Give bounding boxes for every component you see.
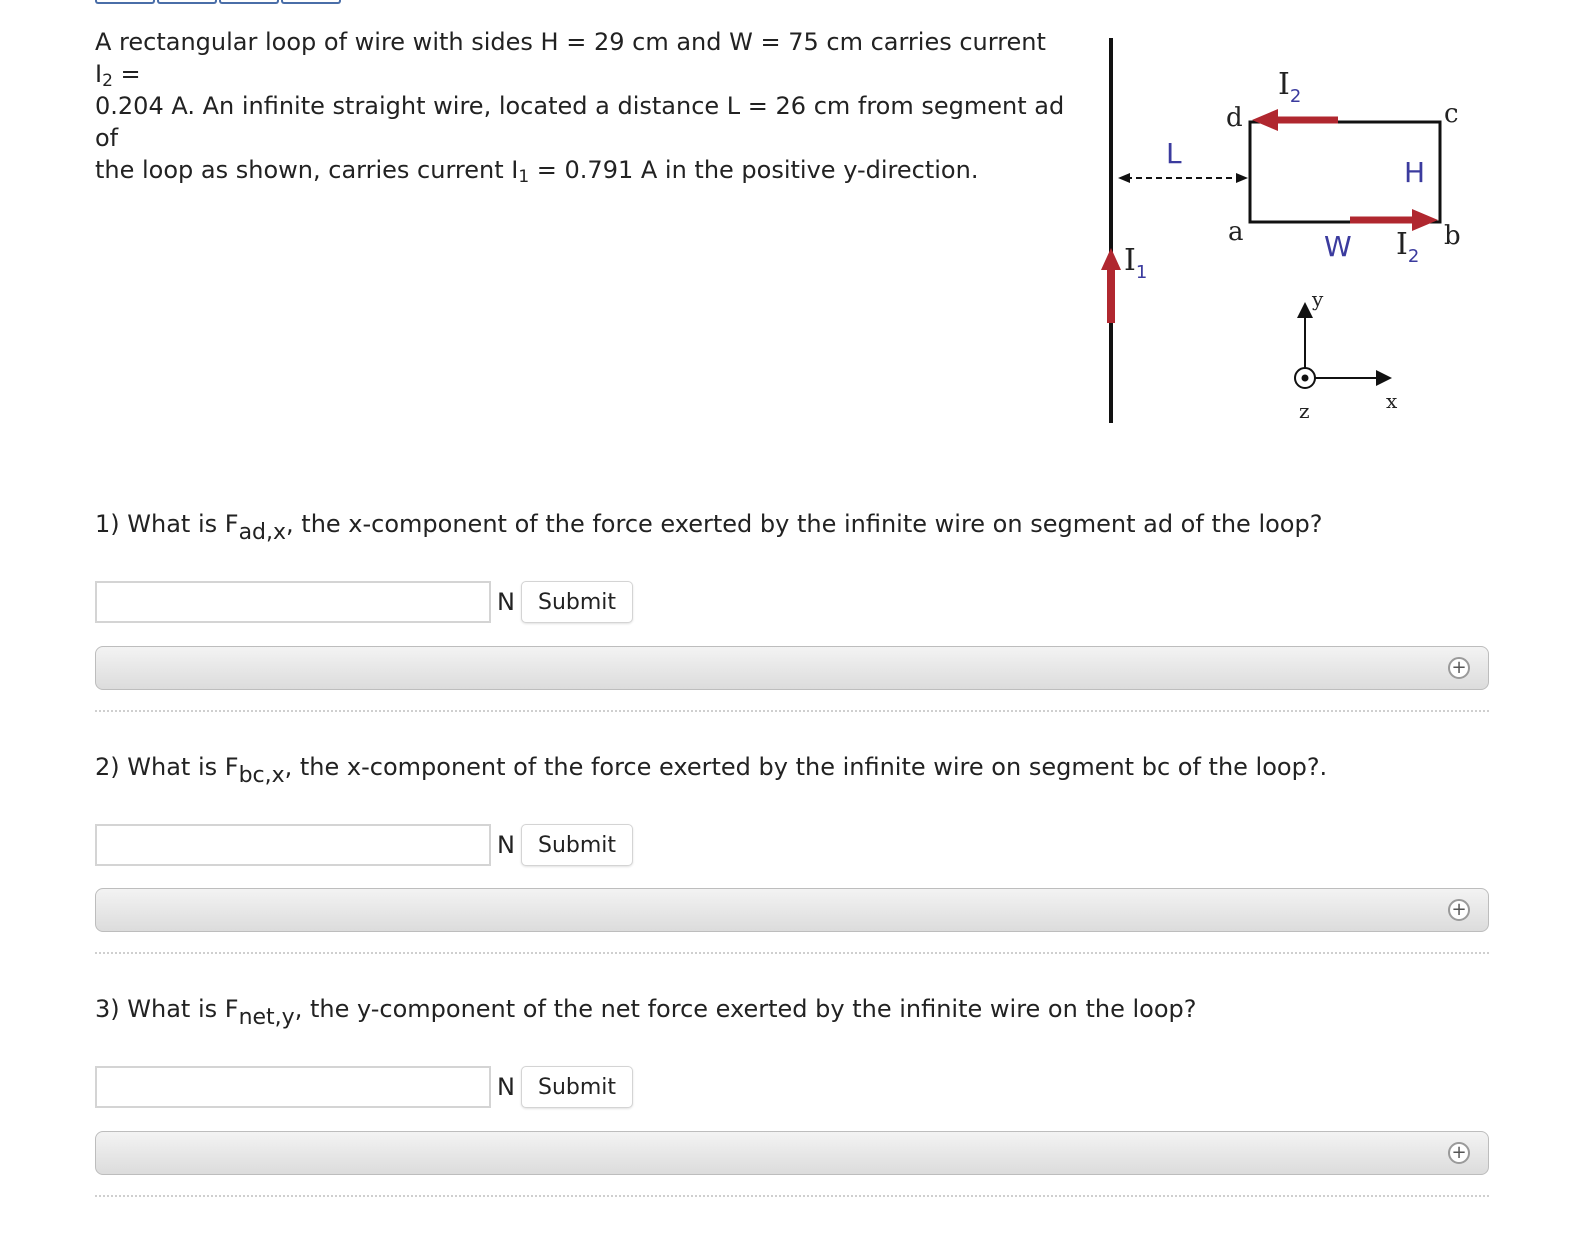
- top-tab-strip: [95, 0, 343, 4]
- problem-text: A rectangular loop of wire with sides H = 29 cm and W = 75 cm carries current I: [95, 28, 1046, 88]
- label-i1: $I_1$: [1124, 243, 1148, 283]
- label-x: x: [1386, 389, 1398, 413]
- expand-plus-icon[interactable]: +: [1448, 899, 1470, 921]
- problem-line-2: 0.204 A. An infinite straight wire, located a distance L = 26 cm from segment ad of: [95, 92, 1065, 152]
- unit-label: N: [497, 831, 515, 859]
- feedback-bar-2[interactable]: [95, 888, 1489, 932]
- unit-label: N: [497, 588, 515, 616]
- submit-button-1[interactable]: Submit: [521, 581, 633, 623]
- divider: [95, 952, 1489, 954]
- question-3: [95, 993, 1197, 1030]
- submit-button-2[interactable]: Submit: [521, 824, 633, 866]
- question-text: , the x-component of the force exerted by the infinite wire on segment ad of the loop?: [286, 510, 1323, 538]
- subscript: 2: [102, 71, 113, 91]
- unit-label: N: [497, 1073, 515, 1101]
- expand-plus-icon[interactable]: +: [1448, 657, 1470, 679]
- problem-line-3: [95, 154, 1065, 186]
- label-z: z: [1299, 399, 1310, 423]
- label-c: c: [1444, 99, 1459, 129]
- top-tab[interactable]: [95, 0, 155, 4]
- problem-line-1: [95, 26, 1065, 90]
- subscript: ad,x: [238, 520, 287, 545]
- submit-button-3[interactable]: Submit: [521, 1066, 633, 1108]
- subscript: 1: [518, 167, 530, 187]
- divider: [95, 710, 1489, 712]
- problem-text: =: [112, 60, 141, 88]
- answer-row-3: [95, 1063, 633, 1111]
- subscript: net,y: [238, 1005, 295, 1030]
- label-w: W: [1324, 230, 1352, 263]
- divider: [95, 1195, 1489, 1197]
- question-text: 2) What is F: [95, 753, 239, 781]
- problem-statement: [95, 26, 1065, 186]
- label-y: y: [1312, 287, 1324, 311]
- z-axis-dot: [1302, 375, 1309, 382]
- problem-text: the loop as shown, carries current I: [95, 156, 519, 184]
- feedback-bar-3[interactable]: [95, 1131, 1489, 1175]
- question-text: , the x-component of the force exerted by the infinite wire on segment bc of the loop?.: [284, 753, 1328, 781]
- question-text: 3) What is F: [95, 995, 239, 1023]
- answer-input-3[interactable]: [95, 1066, 491, 1108]
- label-h: H: [1404, 156, 1426, 189]
- expand-plus-icon[interactable]: +: [1448, 1142, 1470, 1164]
- question-2: [95, 751, 1328, 788]
- label-d: d: [1226, 103, 1243, 133]
- label-b: b: [1444, 221, 1461, 251]
- answer-input-2[interactable]: [95, 824, 491, 866]
- question-1: [95, 508, 1323, 545]
- label-i2-top: $I_2$: [1278, 67, 1302, 107]
- problem-text: = 0.791 A in the positive y-direction.: [529, 156, 979, 184]
- top-tab[interactable]: [157, 0, 217, 4]
- distance-l-arrow-right: [1236, 173, 1248, 183]
- top-tab[interactable]: [219, 0, 279, 4]
- top-tab[interactable]: [281, 0, 341, 4]
- question-text: 1) What is F: [95, 510, 239, 538]
- loop-diagram: [1100, 28, 1500, 438]
- answer-row-2: [95, 821, 633, 869]
- question-text: , the y-component of the net force exerted by the infinite wire on the loop?: [294, 995, 1197, 1023]
- current-i2-bottom-arrowhead: [1412, 209, 1438, 231]
- label-a: a: [1228, 217, 1244, 247]
- subscript: bc,x: [238, 763, 285, 788]
- current-i2-top-arrowhead: [1252, 109, 1278, 131]
- answer-row-1: [95, 578, 633, 626]
- feedback-bar-1[interactable]: [95, 646, 1489, 690]
- label-l: L: [1166, 137, 1182, 170]
- label-i2-bottom: $I_2$: [1396, 227, 1420, 267]
- current-i1-arrowhead: [1101, 248, 1121, 270]
- answer-input-1[interactable]: [95, 581, 491, 623]
- distance-l-arrow-left: [1118, 173, 1130, 183]
